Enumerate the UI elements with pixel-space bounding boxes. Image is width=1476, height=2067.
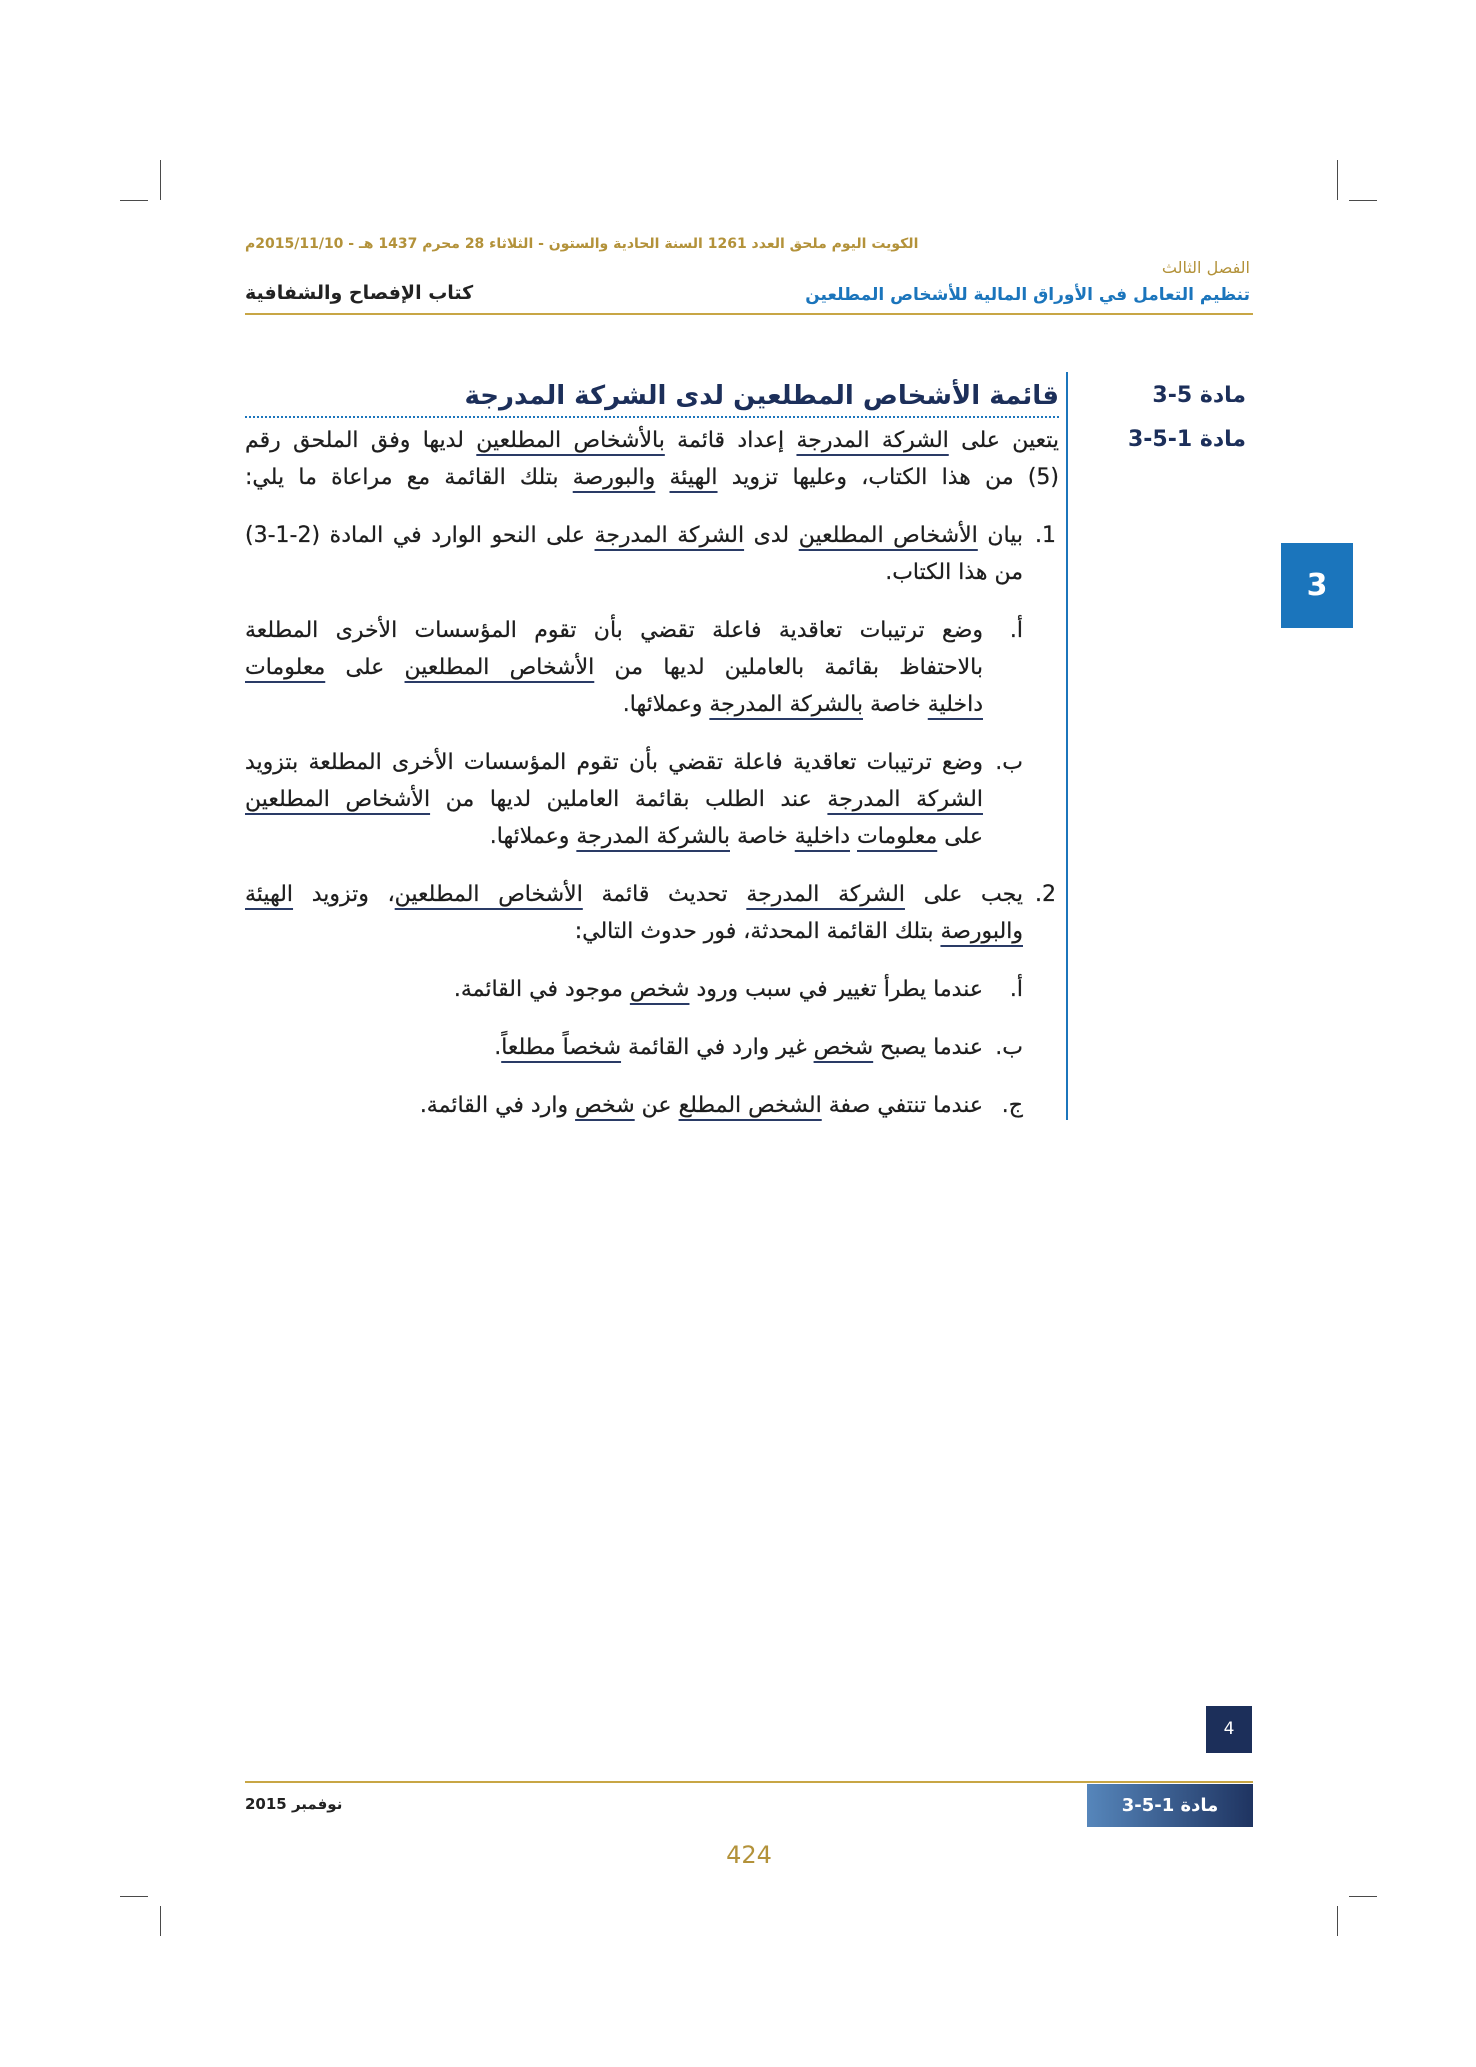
page-number-box: 4: [1206, 1706, 1252, 1753]
text-run: على: [937, 824, 983, 849]
text-line: [245, 1087, 983, 1124]
defined-term-link[interactable]: معلومات: [857, 824, 938, 849]
crop-mark-top-left-horizontal: [120, 200, 148, 201]
text-run: ، وتزويد: [293, 882, 395, 907]
footer-article-tab: مادة 1-5-3: [1087, 1784, 1253, 1827]
defined-term-link[interactable]: الشركة المدرجة: [746, 882, 905, 907]
defined-term-link[interactable]: الشركة المدرجة: [594, 523, 745, 548]
text-run: [655, 465, 669, 490]
crop-mark-top-right-vertical: [1337, 160, 1338, 200]
crop-mark-bottom-left-vertical: [160, 1906, 161, 1936]
text-run: وارد في القائمة.: [419, 1093, 576, 1118]
header-rule: [245, 313, 1253, 315]
text-run: على: [325, 655, 405, 680]
item-text: [245, 1087, 983, 1124]
subarticle-items: [245, 517, 1059, 1124]
item-marker: 1.: [1035, 523, 1056, 548]
text-run: يتعين على: [948, 428, 1059, 453]
text-run: لديها وفق الملحق رقم: [245, 428, 477, 453]
defined-term-link[interactable]: شخص: [629, 977, 690, 1002]
text-run: وضع ترتيبات تعاقدية فاعلة تقضي بأن تقوم المؤسسات الأخرى المطلعة: [245, 618, 983, 643]
text-line: [245, 971, 983, 1008]
gazette-issue-line: الكويت اليوم ملحق العدد 1261 السنة الحادية والستون - الثلاثاء 28 محرم 1437 هـ - 2015/11/10م: [245, 236, 919, 252]
item-marker: 2.: [1035, 882, 1056, 907]
text-run: من هذا الكتاب.: [885, 560, 1023, 585]
defined-term-link[interactable]: الأشخاص المطلعين: [404, 655, 595, 680]
text-run: تحديث قائمة: [582, 882, 747, 907]
item-text: [245, 612, 983, 723]
defined-term-link[interactable]: والبورصة: [572, 465, 656, 490]
chapter-title: تنظيم التعامل في الأوراق المالية للأشخاص المطلعين: [805, 285, 1250, 305]
text-line: [245, 1029, 983, 1066]
defined-term-link[interactable]: بالشركة المدرجة: [709, 692, 863, 717]
defined-term-link[interactable]: الأشخاص المطلعين: [245, 787, 431, 812]
defined-term-link[interactable]: الأشخاص المطلعين: [798, 523, 978, 548]
text-run: عندما يصبح: [873, 1035, 983, 1060]
article-content: [245, 378, 1059, 1124]
text-run: يجب على: [904, 882, 1023, 907]
item-marker: ب.: [995, 1035, 1023, 1060]
text-run: [850, 824, 857, 849]
item-text: [245, 971, 983, 1008]
defined-term-link[interactable]: الأشخاص المطلعين: [394, 882, 583, 907]
text-line: [245, 422, 1059, 459]
lettered-subitem: [245, 1029, 1023, 1066]
lettered-subitem: [245, 744, 1023, 855]
text-run: وضع ترتيبات تعاقدية فاعلة تقضي بأن تقوم المؤسسات الأخرى المطلعة بتزويد: [245, 750, 983, 775]
chapter-tab[interactable]: 3: [1281, 543, 1353, 628]
defined-term-link[interactable]: داخلية: [794, 824, 850, 849]
text-run: غير وارد في القائمة: [621, 1035, 814, 1060]
article-title: قائمة الأشخاص المطلعين لدى الشركة المدرجة: [245, 378, 1059, 418]
item-marker: ج.: [1001, 1093, 1023, 1118]
crop-mark-bottom-left-horizontal: [120, 1896, 148, 1897]
crop-mark-bottom-right-vertical: [1337, 1906, 1338, 1936]
book-title: كتاب الإفصاح والشفافية: [245, 282, 474, 304]
text-line: [245, 913, 1023, 950]
lettered-subitem: [245, 971, 1023, 1008]
text-run: وعملائها.: [489, 824, 577, 849]
crop-mark-top-left-vertical: [160, 160, 161, 200]
text-line: [245, 686, 983, 723]
page-number: 424: [726, 1841, 772, 1869]
text-run: على النحو الوارد في المادة (2-1-3): [245, 523, 595, 548]
text-run: عن: [634, 1093, 679, 1118]
defined-term-link[interactable]: الهيئة: [245, 882, 294, 907]
text-line: [245, 818, 983, 855]
item-text: [245, 744, 983, 855]
item-marker: أ.: [1009, 618, 1023, 643]
text-run: .: [494, 1035, 502, 1060]
text-run: موجود في القائمة.: [453, 977, 630, 1002]
text-line: [245, 781, 983, 818]
item-marker: ب.: [995, 750, 1023, 775]
item-text: [245, 517, 1023, 591]
text-run: بالاحتفاظ بقائمة بالعاملين لديها من: [594, 655, 984, 680]
text-run: (5) من هذا الكتاب، وعليها تزويد: [717, 465, 1060, 490]
numbered-item: [245, 517, 1059, 855]
text-line: [245, 554, 1023, 591]
defined-term-link[interactable]: بالأشخاص المطلعين: [476, 428, 665, 453]
text-run: خاصة: [730, 824, 795, 849]
text-run: لدى: [744, 523, 799, 548]
item-text: [245, 876, 1023, 950]
defined-term-link[interactable]: الهيئة: [669, 465, 718, 490]
subarticle-number-label: مادة 1-5-3: [1127, 427, 1246, 452]
footer-date: نوفمبر 2015: [245, 1795, 343, 1813]
text-line: [245, 612, 983, 649]
text-run: عندما تنتفي صفة: [821, 1093, 983, 1118]
text-run: خاصة: [863, 692, 928, 717]
text-line: [245, 459, 1059, 496]
defined-term-link[interactable]: الشخص المطلع: [678, 1093, 822, 1118]
lettered-subitem: [245, 1087, 1023, 1124]
text-line: [245, 649, 983, 686]
numbered-item: [245, 876, 1059, 1124]
text-run: إعداد قائمة: [664, 428, 797, 453]
defined-term-link[interactable]: الشركة المدرجة: [796, 428, 949, 453]
defined-term-link[interactable]: شخصاً مطلعاً: [501, 1035, 622, 1060]
defined-term-link[interactable]: الشركة المدرجة: [827, 787, 983, 812]
crop-mark-bottom-right-horizontal: [1349, 1896, 1377, 1897]
text-run: وعملائها.: [622, 692, 710, 717]
text-line: [245, 876, 1023, 913]
defined-term-link[interactable]: داخلية: [927, 692, 983, 717]
defined-term-link[interactable]: معلومات: [245, 655, 326, 680]
defined-term-link[interactable]: شخص: [575, 1093, 635, 1118]
text-run: عند الطلب بقائمة العاملين لديها من: [430, 787, 828, 812]
text-line: [245, 517, 1023, 554]
defined-term-link[interactable]: شخص: [813, 1035, 874, 1060]
text-run: بيان: [977, 523, 1024, 548]
text-run: بتلك القائمة المحدثة، فور حدوث التالي:: [574, 919, 941, 944]
text-run: عندما يطرأ تغيير في سبب ورود: [689, 977, 983, 1002]
defined-term-link[interactable]: بالشركة المدرجة: [576, 824, 730, 849]
defined-term-link[interactable]: والبورصة: [940, 919, 1023, 944]
item-text: [245, 1029, 983, 1066]
article-divider-line: [1066, 372, 1068, 1120]
footer-rule: [245, 1781, 1253, 1783]
text-run: بتلك القائمة مع مراعاة ما يلي:: [245, 465, 573, 490]
subarticle-intro: [245, 422, 1059, 496]
item-marker: أ.: [1009, 977, 1023, 1002]
chapter-label: الفصل الثالث: [1161, 258, 1250, 277]
article-number-label: مادة 5-3: [1152, 383, 1246, 408]
text-line: [245, 744, 983, 781]
crop-mark-top-right-horizontal: [1349, 200, 1377, 201]
lettered-subitem: [245, 612, 1023, 723]
